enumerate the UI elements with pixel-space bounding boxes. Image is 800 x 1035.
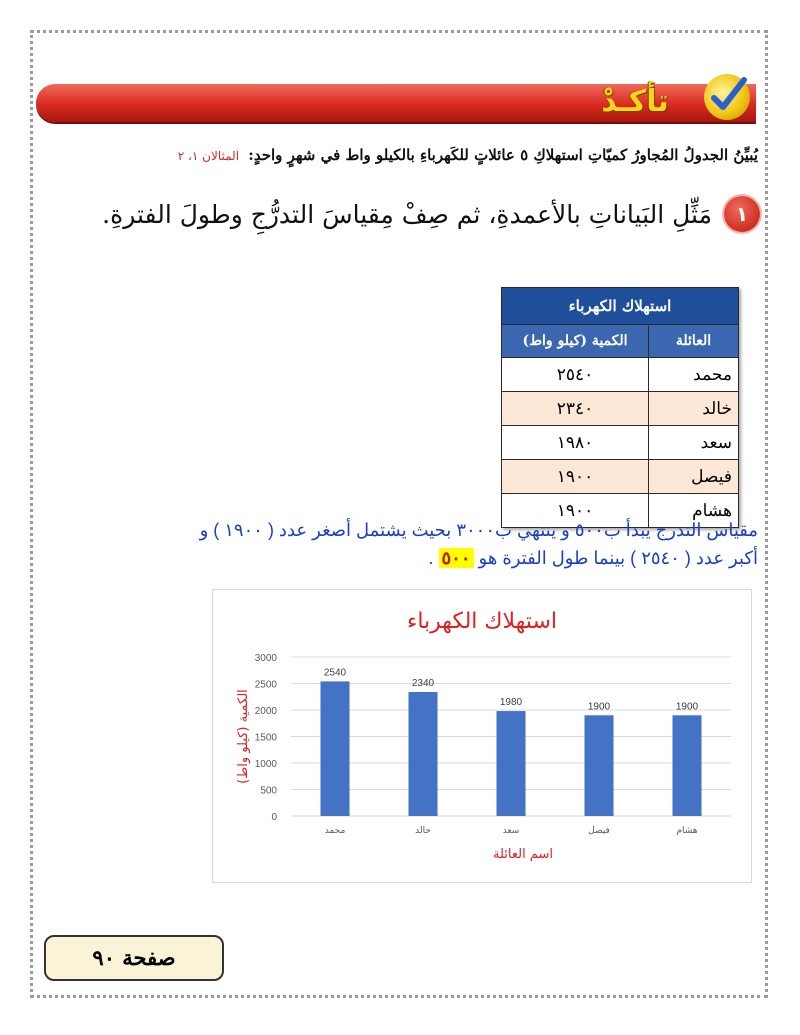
table-cell-value: ٢٣٤٠	[502, 392, 649, 426]
table-cell-value: ٢٥٤٠	[502, 358, 649, 392]
y-tick-label: 0	[271, 812, 277, 823]
table-cell-name: محمد	[649, 358, 739, 392]
y-tick-label: 1500	[254, 732, 277, 744]
answer-text	[60, 516, 758, 572]
chart-title: استهلاك الكهرباء	[407, 609, 557, 634]
check-badge-icon	[704, 74, 750, 120]
table-header-family: العائلة	[649, 325, 739, 358]
x-axis-label: اسم العائلة	[493, 847, 553, 862]
y-tick-label: 2000	[254, 706, 277, 717]
y-tick-label: 3000	[254, 653, 277, 664]
table-row	[502, 392, 739, 426]
y-tick-label: 1000	[254, 759, 277, 770]
bar	[496, 711, 525, 816]
x-tick-label: هشام	[676, 826, 698, 836]
table-row	[502, 460, 739, 494]
question-number: ١	[724, 196, 760, 232]
answer-line-1: مقياس التدرج يبدأ ب٥٠٠ و ينتهي ب٣٠٠٠ بحيث يشتمل أصغر عدد ( ١٩٠٠ ) و	[199, 520, 758, 540]
y-tick-label: 2500	[254, 679, 277, 691]
chart-svg	[213, 590, 751, 882]
question-text: مَثِّلِ البَياناتِ بالأعمدةِ، ثم صِفْ مِقياسَ التدرُّجِ وطولَ الفترةِ.	[102, 199, 712, 229]
example-reference: المثالان ١، ٢	[177, 149, 240, 163]
table-header-amount: الكمية (كيلو واط)	[502, 325, 649, 358]
y-tick-label: 500	[260, 785, 277, 797]
data-label: 1980	[499, 697, 523, 709]
table-cell-value: ١٩٠٠	[502, 460, 649, 494]
intro-text: يُبيِّنُ الجدولُ المُجاورُ كميّاتِ استهلاكِ ٥ عائلاتٍ للكَهرباءِ بالكيلو واط في شهرٍ واحدٍ: المثالان ١، ٢	[177, 146, 758, 164]
table-cell-name: فيصل	[649, 460, 739, 494]
table-cell-value: ١٩٠٠	[502, 494, 649, 528]
bar	[584, 715, 613, 816]
answer-line-2: أكبر عدد ( ٢٥٤٠ ) بينما طول الفترة هو ٥٠٠ .	[428, 548, 758, 568]
bar	[408, 692, 437, 816]
table-cell-name: هشام	[649, 494, 739, 528]
consumption-table	[501, 287, 739, 528]
data-label: 1900	[675, 701, 699, 713]
x-tick-label: فيصل	[588, 826, 610, 836]
question-row	[60, 196, 760, 232]
bar	[320, 681, 349, 816]
x-tick-label: خالد	[415, 826, 431, 836]
data-label: 1900	[587, 701, 611, 713]
y-axis-label: الكمية (كيلو واط)	[236, 689, 251, 784]
x-tick-label: محمد	[324, 826, 346, 836]
x-tick-label: سعد	[502, 826, 520, 836]
interval-highlight: ٥٠٠	[439, 548, 474, 568]
banner-title: تأكـدْ	[601, 84, 669, 119]
table-cell-name: سعد	[649, 426, 739, 460]
bar	[672, 715, 701, 816]
data-label: 2340	[411, 677, 435, 689]
page-number-box: صفحة ٩٠	[44, 935, 224, 981]
bar-chart	[212, 589, 752, 883]
data-label: 2540	[323, 667, 347, 679]
table-row	[502, 358, 739, 392]
table-row	[502, 426, 739, 460]
table-title: استهلاك الكهرباء	[502, 288, 739, 325]
table-cell-value: ١٩٨٠	[502, 426, 649, 460]
table-cell-name: خالد	[649, 392, 739, 426]
